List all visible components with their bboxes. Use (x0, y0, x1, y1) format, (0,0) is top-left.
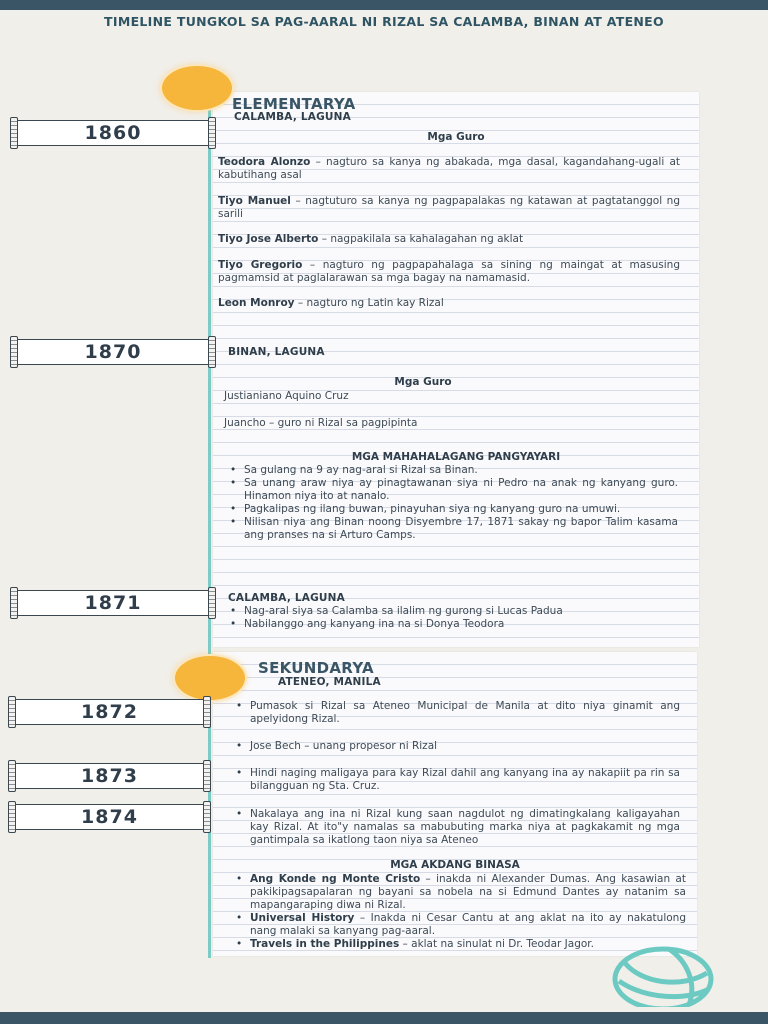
scroll-roll-icon (10, 117, 18, 149)
books-list (228, 873, 686, 951)
list-1874 (228, 808, 680, 847)
events-list (222, 464, 678, 542)
teacher-entry: Justianiano Aquino Cruz (224, 390, 349, 402)
section-place: CALAMBA, LAGUNA (234, 111, 351, 123)
scroll-roll-icon (8, 760, 16, 792)
book-title: Ang Konde ng Monte Cristo (250, 873, 421, 885)
book-desc: – Inakda ni Cesar Cantu at ang aklat na ito ay nakatulong nang malaki sa kanyang pag-aaral. (250, 912, 686, 937)
year-label: 1872 (14, 699, 205, 725)
year-label: 1870 (16, 339, 210, 365)
year-banner-1872 (8, 699, 211, 725)
list-item: • Sa gulang na 9 ay nag-aral si Rizal sa Binan. (222, 464, 678, 477)
calamba-list (222, 605, 692, 631)
list-item: • Jose Bech – unang propesor ni Rizal (228, 740, 680, 753)
scroll-roll-icon (208, 336, 216, 368)
scroll-roll-icon (203, 801, 211, 833)
scroll-roll-icon (208, 587, 216, 619)
book-desc: – inakda ni Alexander Dumas. Ang kasawian at pakikipagsapalaran ng bayani sa nobela na si Edmund Dantes ay natanim sa mapangaraping diwa ni Rizal. (250, 873, 686, 911)
scroll-roll-icon (8, 696, 16, 728)
list-item: • Nag-aral siya sa Calamba sa ilalim ng gurong si Lucas Padua (222, 605, 692, 618)
teacher-name: Teodora Alonzo (218, 156, 311, 168)
teacher-desc: – nagtuturo sa kanya ng pagpapalakas ng katawan at pagtatanggol ng sarili (218, 195, 680, 220)
section-title-sekundarya: SEKUNDARYA (258, 659, 374, 677)
teacher-entry (218, 297, 680, 310)
list-item: • Sa unang araw niya ay pinagtawanan siya ni Pedro na anak ng kanyang guro. Hinamon niya ito at nanalo. (222, 477, 678, 503)
year-banner-1873 (8, 763, 211, 789)
guro-heading: Mga Guro (394, 376, 452, 388)
guro-heading: Mga Guro (427, 131, 485, 143)
book-title: Universal History (250, 912, 355, 924)
list-item: • Nilisan niya ang Binan noong Disyembre 17, 1871 sakay ng bapor Talim kasama ang pranses na si Arturo Camps. (222, 516, 678, 542)
year-label: 1874 (14, 804, 205, 830)
year-banner-1870 (10, 339, 216, 365)
list-item (228, 912, 686, 938)
teacher-entry (218, 156, 680, 182)
scroll-roll-icon (10, 587, 18, 619)
year-label: 1871 (16, 590, 210, 616)
list-1872 (228, 700, 680, 726)
list-item (228, 873, 686, 912)
year-banner-1860 (10, 120, 216, 146)
scroll-roll-icon (10, 336, 18, 368)
section-place: CALAMBA, LAGUNA (228, 592, 345, 604)
teacher-entry (218, 195, 680, 221)
list-1873 (228, 767, 680, 793)
teacher-entry (218, 233, 680, 246)
teacher-name: Tiyo Gregorio (218, 259, 303, 271)
sun-circle-icon (162, 66, 232, 110)
teacher-desc: – nagpakilala sa kahalagahan ng aklat (318, 233, 524, 245)
teacher-desc: – nagturo sa kanya ng abakada, mga dasal, kagandahang-ugali at kabutihang asal (218, 156, 680, 181)
year-banner-1874 (8, 804, 211, 830)
list-item: • Nakalaya ang ina ni Rizal kung saan nagdulot ng dimatingkalang kaligayahan kay Rizal. At ito"y namalas sa mabubuting marka niya at pagkakamit ng mga gantimpala sa ikatlong taon niya sa Ateneo (228, 808, 680, 847)
year-label: 1873 (14, 763, 205, 789)
volleyball-icon (611, 943, 715, 1007)
book-desc: – aklat na sinulat ni Dr. Teodar Jagor. (399, 938, 594, 950)
bottom-bar (0, 1012, 768, 1024)
teacher-name: Leon Monroy (218, 297, 295, 309)
year-banner-1871 (10, 590, 216, 616)
list-item: • Hindi naging maligaya para kay Rizal dahil ang kanyang ina ay nakapiit pa rin sa bilangguan ng Sta. Cruz. (228, 767, 680, 793)
teacher-name: Tiyo Jose Alberto (218, 233, 319, 245)
scroll-roll-icon (8, 801, 16, 833)
list-item: • Pagkalipas ng ilang buwan, pinayuhan siya ng kanyang guro na umuwi. (222, 503, 678, 516)
year-label: 1860 (16, 120, 210, 146)
section-place: ATENEO, MANILA (278, 676, 381, 688)
list-bech (228, 740, 680, 753)
teacher-entry: Juancho – guro ni Rizal sa pagpipinta (224, 417, 418, 429)
scroll-roll-icon (203, 696, 211, 728)
list-item: • Nabilanggo ang kanyang ina na si Donya Teodora (222, 618, 692, 631)
top-bar (0, 0, 768, 10)
page-title: TIMELINE TUNGKOL SA PAG-AARAL NI RIZAL SA CALAMBA, BINAN AT ATENEO (104, 14, 664, 29)
events-heading: MGA MAHAHALAGANG PANGYAYARI (351, 451, 561, 463)
section-title-elementarya: ELEMENTARYA (232, 95, 356, 113)
section-place: BINAN, LAGUNA (228, 346, 325, 358)
sun-circle-icon (175, 656, 245, 700)
teacher-desc: – nagturo ng pagpapahalaga sa sining ng maingat at masusing pagmamsid at paglalarawan sa mga bagay na namamasid. (218, 259, 680, 284)
scroll-roll-icon (203, 760, 211, 792)
book-title: Travels in the Philippines (250, 938, 400, 950)
books-heading: MGA AKDANG BINASA (390, 859, 520, 871)
teacher-desc: – nagturo ng Latin kay Rizal (294, 297, 444, 309)
teacher-name: Tiyo Manuel (218, 195, 291, 207)
list-item: • Pumasok si Rizal sa Ateneo Municipal de Manila at dito niya ginamit ang apelyidong Rizal. (228, 700, 680, 726)
teacher-entry (218, 259, 680, 285)
